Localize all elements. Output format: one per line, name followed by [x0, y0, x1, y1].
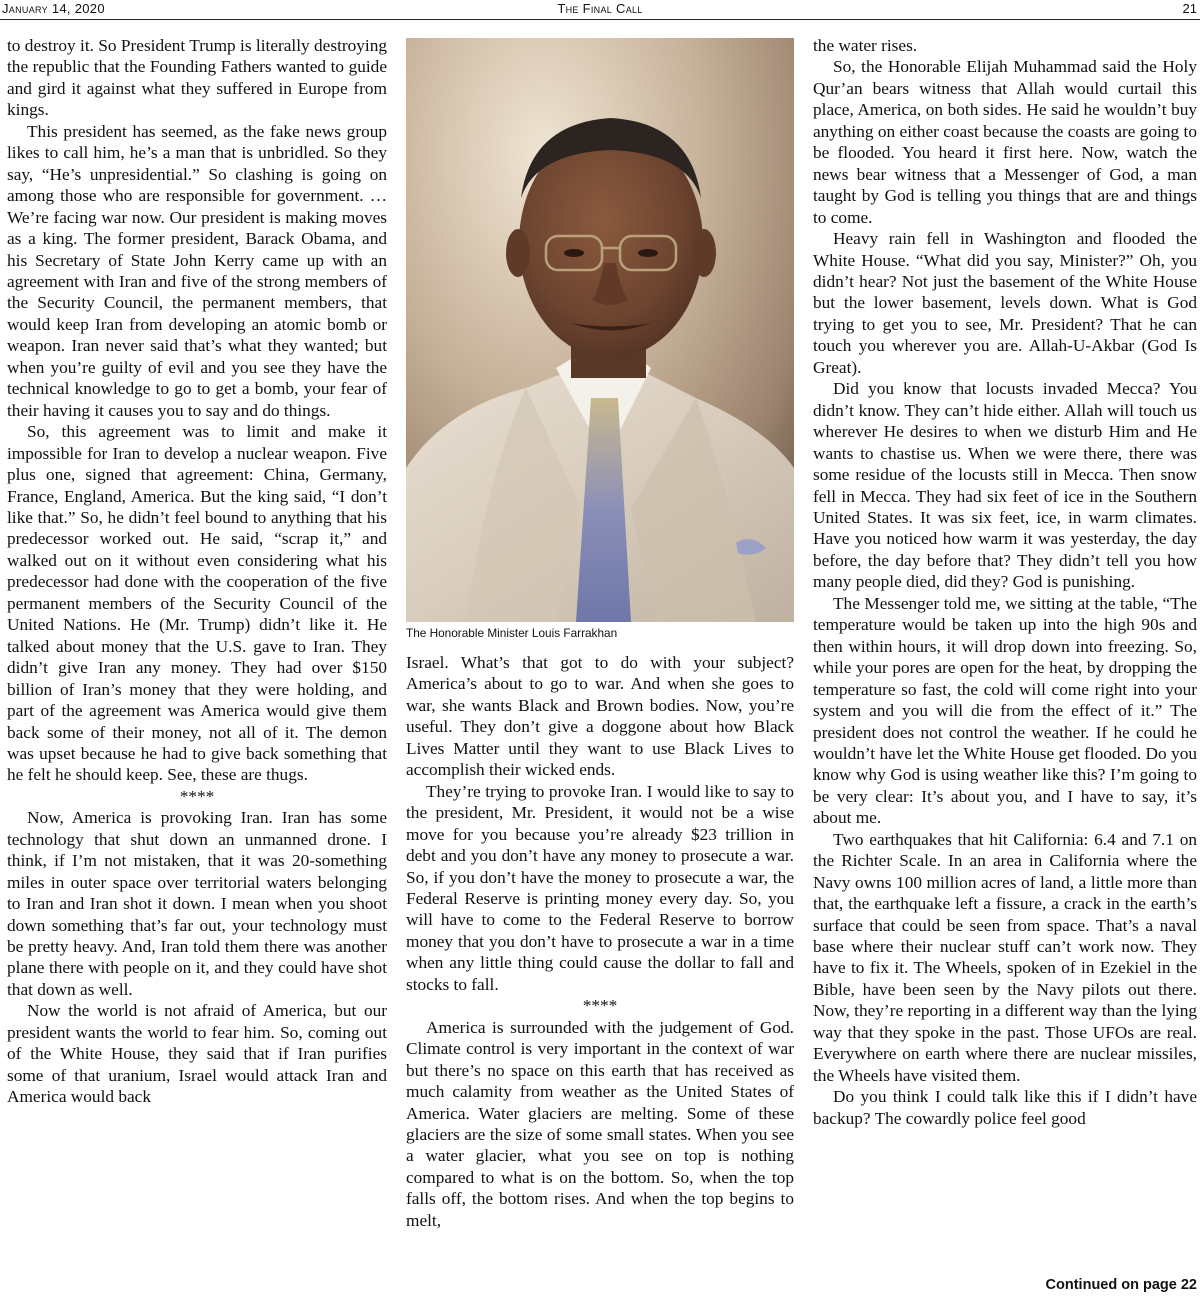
- paragraph: Did you know that locusts invaded Mecca? You didn’t know. They can’t hide either. Allah will touch us wherever He desires to when we disturb Him and He wants to chastise us. When we were there, there was some residue of the locusts still in Mecca. Then snow fell in Mecca. They had six feet of ice in the Southern United States. It was six feet, ice, in warm climates. Have you noticed how warm it was yesterday, the day before, the day before that? They didn’t tell you how many people died, did they? God is punishing.: [813, 379, 1197, 592]
- paragraph: This president has seemed, as the fake news group likes to call him, he’s a man that is unbridled. So they say, “He’s unpresidential.” So clashing is going on among those who are responsible for government. … We’re facing war now. Our president is making moves as a king. The former president, Barack Obama, and his Secretary of State John Kerry came up with an agreement with Iran and five of the strong members of the Security Council, the permanent members, that would keep Iran from developing an atomic bomb or weapon. Iran never said that’s what they wanted; but when you’re guilty of evil and you see they have the technical knowledge to go to get a bomb, your fear of their having it causes you to say and do things.: [7, 121, 387, 420]
- paragraph: Now, America is provoking Iran. Iran has some technology that shut down an unmanned drone. I think, if I’m not mistaken, that it was 20-something miles in outer space over territorial waters belonging to Iran and Iran shot it down. I mean when you shoot down something that’s far out, your technology must be pretty heavy. And, Iran told them there was another plane there with people on it, and they could have shot that down as well.: [7, 808, 387, 999]
- page-number: 21: [1182, 1, 1197, 16]
- continued-on-link[interactable]: Continued on page 22: [1045, 1277, 1197, 1293]
- paragraph: Israel. What’s that got to do with your subject? America’s about to go to war. And when she goes to war, she wants Black and Brown bodies. Now, you’re useful. They don’t give a doggone about how Black Lives Matter until they want to use Black Lives to accomplish their wicked ends.: [406, 653, 794, 780]
- portrait-illustration: [406, 38, 794, 622]
- paragraph: Now the world is not afraid of America, but our president wants the world to fear him. So, coming out of the White House, they said that if Iran purifies some of that uranium, Israel would attack Iran and America would back: [7, 1001, 387, 1107]
- section-separator: ****: [179, 786, 215, 806]
- paragraph: So, the Honorable Elijah Muhammad said the Holy Qur’an bears witness that Allah would curtail this place, America, on both sides. He said he wouldn’t buy anything on either coast because the coasts are going to be flooded. You heard it first here. Now, watch the news bear witness that a Messenger of God, a man taught by God is telling you things that are and things to come.: [813, 57, 1197, 227]
- section-separator: ****: [582, 996, 618, 1016]
- photo-caption: The Honorable Minister Louis Farrakhan: [406, 626, 618, 640]
- paragraph: Heavy rain fell in Washington and flooded the White House. “What did you say, Minister?” Oh, you didn’t hear? Not just the basement of the White House but the lower basement, levels down. What is God trying to get you to see, Mr. President? That he can touch you wherever you are. Allah-U-Akbar (God Is Great).: [813, 229, 1197, 377]
- portrait-photo: [406, 38, 794, 622]
- page-header: [0, 0, 1200, 20]
- paragraph: America is surrounded with the judgement of God. Climate control is very important in the context of war but there’s no space on this earth that has received as much calamity from weather as the United States of America. Water glaciers are melting. Some of these glaciers are the size of some small states. When you see a water glacier, what you see on top is nothing compared to what is on the bottom. So, when the top falls off, the bottom rises. And when the top begins to melt,: [406, 1017, 794, 1230]
- paragraph: They’re trying to provoke Iran. I would like to say to the president, Mr. President, it would not be a wise move for you because you’re already $23 trillion in debt and you don’t have any money to prosecute a war. So, if you don’t have the money to prosecute a war, the Federal Reserve is printing money every day. So, you will have to come to the Federal Reserve to borrow money that you don’t have to prosecute a war in a time when any little thing could cause the dollar to fall and stocks to fall.: [406, 781, 794, 994]
- paragraph: The Messenger told me, we sitting at the table, “The temperature would be taken up into the high 90s and then within hours, it will drop down into freezing. So, while your pores are open for the heat, by dropping the temperature so fast, the cold will come right into your system and you will die from the effect of it.” The president does not control the weather. If he could he wouldn’t have let the White House get flooded. Do you know why God is using weather like this? I’m going to be very clear: It’s about you, and I have to say, it’s about me.: [813, 593, 1197, 828]
- article-column-1: [7, 35, 387, 1108]
- publication-name: The Final Call: [557, 1, 643, 16]
- issue-date: January 14, 2020: [2, 1, 105, 16]
- article-column-3: [813, 35, 1197, 1129]
- paragraph: Two earthquakes that hit California: 6.4 and 7.1 on the Richter Scale. In an area in California where the Navy owns 100 million acres of land, a little more than that, the earthquake left a fissure, a crack in the earth’s surface that could be seen from space. That’s a naval base where their nuclear stuff can’t work now. They have to fix it. The Wheels, spoken of in Ezekiel in the Bible, have been seen by the Navy pilots out there. Now, they’re reporting in a different way than the lying way that they spoke in the past. Those UFOs are real. Everywhere on earth where there are nuclear missiles, the Wheels have visited them.: [813, 829, 1197, 1085]
- paragraph: So, this agreement was to limit and make it impossible for Iran to develop a nuclear weapon. Five plus one, signed that agreement: China, Germany, France, England, America. But the king said, “I don’t like that.” So, he didn’t feel bound to anything that his predecessor worked out. He said, “scrap it,” and walked out on it without even considering what his predecessor had done with the cooperation of the five permanent members of the Security Council of the United Nations. He (Mr. Trump) didn’t like it. He talked about money that the U.S. gave to Iran. They didn’t give Iran any money. They had over $150 billion of Iran’s money that they were holding, and part of the agreement was America would give them back some of their money, not all of it. The demon was upset because he had to give back something that he felt he should keep. See, these are thugs.: [7, 422, 387, 785]
- paragraph: the water rises.: [813, 36, 918, 55]
- paragraph: to destroy it. So President Trump is literally destroying the republic that the Founding Fathers wanted to guide and gird it against what they suffered in Europe from kings.: [7, 36, 387, 120]
- paragraph: Do you think I could talk like this if I didn’t have backup? The cowardly police feel good: [813, 1087, 1197, 1128]
- article-column-2: [406, 652, 794, 1231]
